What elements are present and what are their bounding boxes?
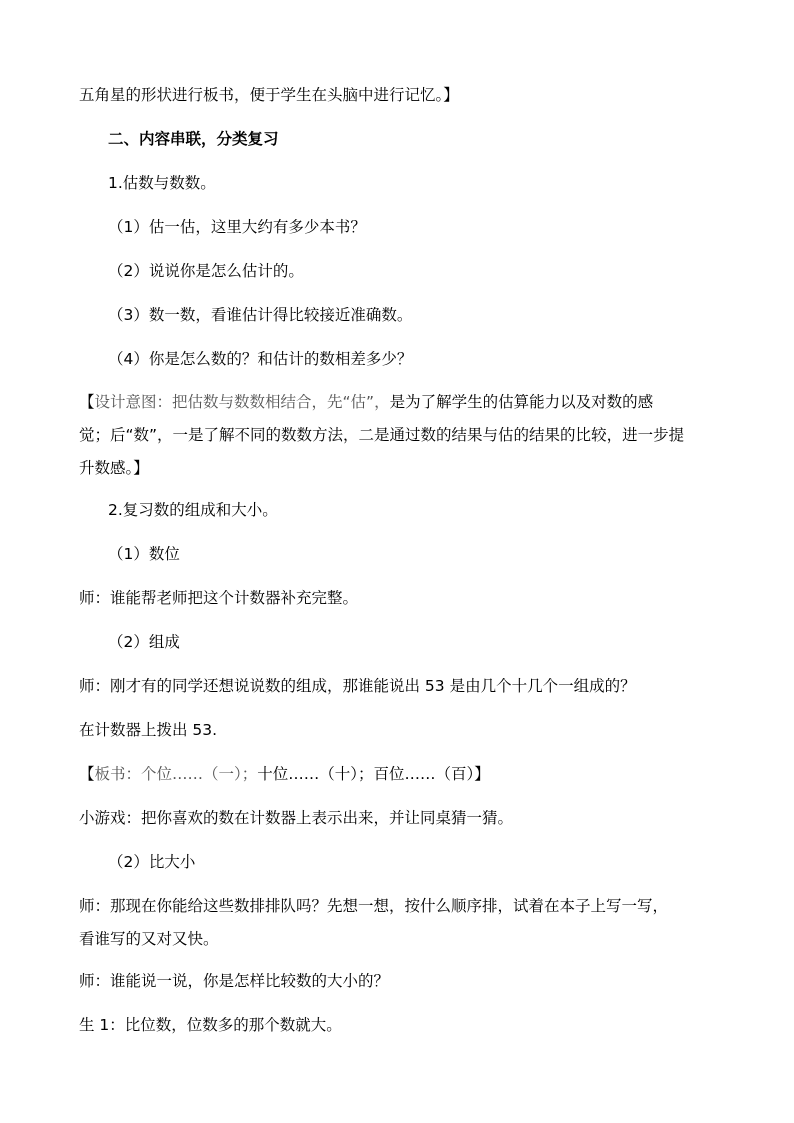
- item-estimate-count: 1.估数与数数。: [108, 174, 216, 192]
- teacher-sort-line-1: 师：那现在你能给这些数排排队吗？先想一想，按什么顺序排，试着在本子上写一写，: [79, 897, 669, 915]
- teacher-composition-question: 师：刚才有的同学还想说说数的组成，那谁能说出 53 是由几个十几个一组成的？: [79, 677, 636, 695]
- sub-composition: （2）组成: [108, 633, 180, 651]
- item-review-composition: 2.复习数的组成和大小。: [108, 501, 278, 519]
- design-note-line-3: 升数感。】: [79, 459, 149, 477]
- board-open: 【: [79, 765, 95, 783]
- student-1-answer: 生 1：比位数，位数多的那个数就大。: [79, 1016, 342, 1034]
- design-note-line-2: 觉；后“数”，一是了解不同的数数方法，二是通过数的结果与估的结果的比较，进一步提: [79, 426, 685, 444]
- step-explain: （2）说说你是怎么估计的。: [108, 262, 304, 280]
- design-note-rest: 是为了解学生的估算能力以及对数的感: [389, 393, 654, 411]
- design-note-label: 设计意图：把估数与数数相结合，先“估”，: [94, 393, 390, 411]
- step-estimate: （1）估一估，这里大约有多少本书？: [108, 218, 366, 236]
- board-label: 板书：个位……（一）；: [94, 765, 258, 783]
- mini-game: 小游戏：把你喜欢的数在计数器上表示出来，并让同桌猜一猜。: [79, 809, 514, 827]
- step-compare: （4）你是怎么数的？和估计的数相差多少？: [108, 350, 413, 368]
- board-writing: [79, 757, 719, 791]
- teacher-sort-line-2: 看谁写的又对又快。: [79, 930, 219, 948]
- sub-place-value: （1）数位: [108, 545, 180, 563]
- step-count: （3）数一数，看谁估计得比较接近准确数。: [108, 306, 413, 324]
- counter-53: 在计数器上拨出 53.: [79, 721, 218, 739]
- sub-compare-size: （2）比大小: [108, 853, 196, 871]
- board-rest: 十位……（十）；百位……（百）】: [257, 765, 490, 783]
- teacher-complete-counter: 师：谁能帮老师把这个计数器补充完整。: [79, 589, 359, 607]
- section-heading: 二、内容串联，分类复习: [108, 130, 279, 148]
- teacher-compare-question: 师：谁能说一说，你是怎样比较数的大小的？: [79, 972, 390, 990]
- paragraph-board-note-end: 五角星的形状进行板书，便于学生在头脑中进行记忆。】: [79, 86, 459, 104]
- design-note-open: 【: [79, 393, 95, 411]
- design-note-line-1: [79, 385, 719, 419]
